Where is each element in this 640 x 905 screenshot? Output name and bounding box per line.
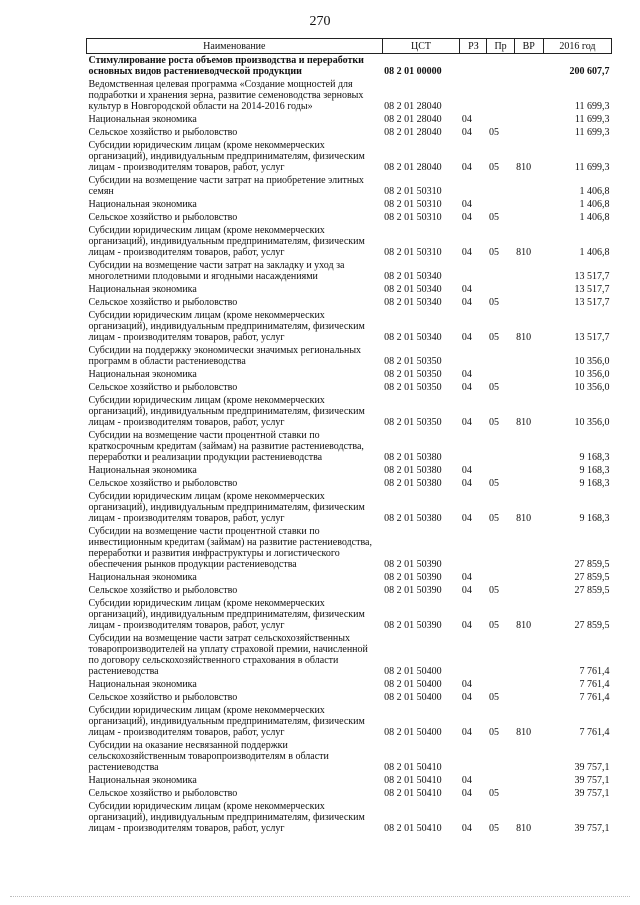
cell-name: Национальная экономика [88, 679, 197, 690]
cell-rz [460, 344, 487, 368]
cell-cst: 08 2 01 50350 [384, 369, 442, 380]
cell-name: Субсидии юридическим лицам (кроме некоммерческих организаций), индивидуальным предпринимателям, физическим лицам - производителям товаров, работ, услуг [88, 801, 365, 834]
cell-vr [514, 283, 543, 296]
cell-cst: 08 2 01 50380 [384, 452, 442, 463]
cell-rz: 04 [461, 775, 472, 786]
table-row [87, 800, 612, 835]
cell-cst: 08 2 01 50310 [384, 186, 442, 197]
cell-name: Субсидии юридическим лицам (кроме некоммерческих организаций), индивидуальным предпринимателям, физическим лицам - производителям товаров, работ, услуг [88, 140, 365, 173]
cell-rz: 04 [461, 297, 472, 308]
table-row [87, 113, 612, 126]
cell-rz [460, 174, 487, 198]
cell-cst: 08 2 01 50380 [384, 478, 442, 489]
cell-pr [487, 464, 514, 477]
cell-pr [487, 632, 514, 678]
cell-cst: 08 2 01 50380 [384, 465, 442, 476]
cell-pr [487, 344, 514, 368]
cell-rz [460, 259, 487, 283]
cell-name: Ведомственная целевая программа «Создание мощностей для подработки и хранения зерна, развитие семеноводства зерновых культур в Новгородской области на 2014-2016 годы» [88, 79, 364, 112]
table-row [87, 429, 612, 464]
cell-vr: 810 [516, 162, 532, 173]
cell-vr [514, 571, 543, 584]
cell-sum: 10 356,0 [574, 417, 610, 428]
cell-pr [487, 739, 514, 774]
cell-name: Национальная экономика [88, 369, 197, 380]
table-body [87, 54, 612, 836]
table-row [87, 678, 612, 691]
cell-name: Субсидии юридическим лицам (кроме некоммерческих организаций), индивидуальным предпринимателям, физическим лицам - производителям товаров, работ, услуг [88, 705, 365, 738]
table-row [87, 464, 612, 477]
cell-cst: 08 2 01 50380 [384, 513, 442, 524]
cell-name: Национальная экономика [88, 114, 197, 125]
cell-sum: 11 699,3 [574, 114, 610, 125]
cell-rz: 04 [461, 199, 472, 210]
cell-vr [514, 464, 543, 477]
cell-rz: 04 [461, 114, 472, 125]
cell-sum: 200 607,7 [569, 66, 610, 77]
cell-rz [460, 632, 487, 678]
cell-pr: 05 [488, 417, 499, 428]
cell-rz: 04 [461, 679, 472, 690]
cell-rz: 04 [461, 162, 472, 173]
column-header-pr: Пр [487, 39, 514, 54]
cell-cst: 08 2 01 50390 [384, 620, 442, 631]
cell-pr [487, 368, 514, 381]
cell-cst: 08 2 01 50340 [384, 284, 442, 295]
table-row [87, 174, 612, 198]
cell-cst: 08 2 01 50350 [384, 417, 442, 428]
cell-vr: 810 [516, 513, 532, 524]
cell-sum: 27 859,5 [574, 585, 610, 596]
cell-cst: 08 2 01 50400 [384, 727, 442, 738]
cell-cst: 08 2 01 50340 [384, 332, 442, 343]
cell-cst: 08 2 01 28040 [384, 127, 442, 138]
cell-cst: 08 2 01 50410 [384, 762, 442, 773]
cell-rz: 04 [461, 513, 472, 524]
cell-sum: 10 356,0 [574, 382, 610, 393]
cell-cst: 08 2 01 50310 [384, 199, 442, 210]
cell-name: Субсидии на возмещение части процентной ставки по инвестиционным кредитам (займам) на развитие растениеводства, переработки и развития инфраструктуры и логистического обеспечения рынков продукции растениеводства [88, 526, 372, 570]
cell-vr: 810 [516, 247, 532, 258]
table-row [87, 704, 612, 739]
cell-pr [487, 78, 514, 113]
cell-vr: 810 [516, 620, 532, 631]
cell-vr [514, 477, 543, 490]
cell-name: Субсидии на возмещение части процентной ставки по краткосрочным кредитам (займам) на развитие растениеводства, переработки и реализации продукции растениеводства [88, 430, 364, 463]
cell-rz [460, 739, 487, 774]
cell-vr [514, 678, 543, 691]
cell-name: Субсидии на возмещение части затрат сельскохозяйственных товаропроизводителей на уплату страховой премии, начисленной по договору сельскохозяйственного страхования в области растениеводства [88, 633, 368, 677]
table-row [87, 381, 612, 394]
cell-pr: 05 [488, 332, 499, 343]
cell-sum: 10 356,0 [574, 369, 610, 380]
table-row [87, 54, 612, 79]
cell-name: Национальная экономика [88, 465, 197, 476]
cell-cst: 08 2 01 28040 [384, 162, 442, 173]
cell-vr [514, 632, 543, 678]
cell-sum: 7 761,4 [579, 692, 610, 703]
cell-cst: 08 2 01 50340 [384, 297, 442, 308]
cell-vr [514, 344, 543, 368]
cell-rz: 04 [461, 212, 472, 223]
table-row [87, 126, 612, 139]
cell-pr: 05 [488, 620, 499, 631]
table-row [87, 211, 612, 224]
cell-name: Сельское хозяйство и рыболовство [88, 692, 238, 703]
cell-sum: 1 406,8 [579, 212, 610, 223]
cell-name: Сельское хозяйство и рыболовство [88, 788, 238, 799]
cell-sum: 9 168,3 [579, 513, 610, 524]
cell-pr: 05 [488, 162, 499, 173]
cell-vr [514, 368, 543, 381]
cell-name: Субсидии на поддержку экономически значимых региональных программ в области растениеводства [88, 345, 362, 367]
column-header-vr: ВР [514, 39, 543, 54]
cell-vr [514, 774, 543, 787]
cell-name: Субсидии на возмещение части затрат на приобретение элитных семян [88, 175, 364, 197]
cell-sum: 9 168,3 [579, 465, 610, 476]
cell-pr [487, 525, 514, 571]
cell-vr [514, 78, 543, 113]
cell-rz: 04 [461, 465, 472, 476]
cell-name: Сельское хозяйство и рыболовство [88, 585, 238, 596]
cell-rz [460, 429, 487, 464]
cell-sum: 13 517,7 [574, 332, 610, 343]
cell-pr: 05 [488, 727, 499, 738]
cell-pr [487, 571, 514, 584]
table-row [87, 368, 612, 381]
table-row [87, 224, 612, 259]
cell-cst: 08 2 01 50410 [384, 775, 442, 786]
cell-cst: 08 2 01 50350 [384, 382, 442, 393]
cell-sum: 27 859,5 [574, 572, 610, 583]
cell-pr: 05 [488, 788, 499, 799]
cell-vr [514, 54, 543, 79]
cell-vr [514, 787, 543, 800]
table-row [87, 394, 612, 429]
cell-sum: 39 757,1 [574, 775, 610, 786]
cell-name: Субсидии на оказание несвязанной поддержки сельскохозяйственным товаропроизводителям в области растениеводства [88, 740, 329, 773]
table-row [87, 787, 612, 800]
cell-name: Субсидии юридическим лицам (кроме некоммерческих организаций), индивидуальным предпринимателям, физическим лицам - производителям товаров, работ, услуг [88, 395, 365, 428]
cell-cst: 08 2 01 50400 [384, 692, 442, 703]
cell-rz [460, 54, 487, 79]
table-row [87, 296, 612, 309]
cell-pr [487, 429, 514, 464]
cell-name: Субсидии юридическим лицам (кроме некоммерческих организаций), индивидуальным предпринимателям, физическим лицам - производителям товаров, работ, услуг [88, 598, 365, 631]
cell-pr [487, 774, 514, 787]
cell-name: Национальная экономика [88, 572, 197, 583]
cell-sum: 13 517,7 [574, 297, 610, 308]
cell-sum: 27 859,5 [574, 559, 610, 570]
cell-cst: 08 2 01 50390 [384, 572, 442, 583]
cell-pr: 05 [488, 823, 499, 834]
cell-vr [514, 525, 543, 571]
cell-cst: 08 2 01 50310 [384, 212, 442, 223]
cell-pr [487, 113, 514, 126]
cell-vr [514, 691, 543, 704]
table-row [87, 309, 612, 344]
cell-sum: 10 356,0 [574, 356, 610, 367]
cell-name: Субсидии на возмещение части затрат на закладку и уход за многолетними плодовыми и ягодными насаждениями [88, 260, 345, 282]
budget-table [86, 38, 612, 835]
cell-vr [514, 174, 543, 198]
table-row [87, 525, 612, 571]
cell-sum: 11 699,3 [574, 162, 610, 173]
cell-sum: 11 699,3 [574, 101, 610, 112]
cell-pr: 05 [488, 297, 499, 308]
cell-rz: 04 [461, 692, 472, 703]
cell-rz: 04 [461, 478, 472, 489]
cell-rz [460, 525, 487, 571]
column-header-name: Наименование [87, 39, 383, 54]
cell-sum: 9 168,3 [579, 478, 610, 489]
table-row [87, 597, 612, 632]
cell-sum: 1 406,8 [579, 247, 610, 258]
cell-sum: 39 757,1 [574, 823, 610, 834]
cell-vr [514, 126, 543, 139]
cell-cst: 08 2 01 50400 [384, 666, 442, 677]
cell-name: Национальная экономика [88, 284, 197, 295]
cell-pr: 05 [488, 513, 499, 524]
cell-rz: 04 [461, 823, 472, 834]
cell-rz: 04 [461, 572, 472, 583]
table-row [87, 78, 612, 113]
cell-cst: 08 2 01 50340 [384, 271, 442, 282]
cell-name: Национальная экономика [88, 775, 197, 786]
cell-pr [487, 283, 514, 296]
column-header-rz: РЗ [460, 39, 487, 54]
cell-name: Национальная экономика [88, 199, 197, 210]
cell-rz: 04 [461, 788, 472, 799]
table-row [87, 739, 612, 774]
cell-rz: 04 [461, 585, 472, 596]
cell-sum: 7 761,4 [579, 727, 610, 738]
column-header-cst: ЦСТ [382, 39, 460, 54]
cell-name: Субсидии юридическим лицам (кроме некоммерческих организаций), индивидуальным предпринимателям, физическим лицам - производителям товаров, работ, услуг [88, 225, 365, 258]
table-row [87, 632, 612, 678]
table-row [87, 477, 612, 490]
cell-sum: 39 757,1 [574, 788, 610, 799]
cell-sum: 27 859,5 [574, 620, 610, 631]
table-row [87, 259, 612, 283]
cell-name: Субсидии юридическим лицам (кроме некоммерческих организаций), индивидуальным предпринимателям, физическим лицам - производителям товаров, работ, услуг [88, 491, 365, 524]
cell-name: Сельское хозяйство и рыболовство [88, 382, 238, 393]
cell-vr: 810 [516, 417, 532, 428]
cell-pr: 05 [488, 382, 499, 393]
cell-rz: 04 [461, 332, 472, 343]
cell-pr [487, 678, 514, 691]
cell-pr [487, 259, 514, 283]
cell-vr: 810 [516, 823, 532, 834]
table-row [87, 691, 612, 704]
cell-rz: 04 [461, 417, 472, 428]
table-row [87, 571, 612, 584]
table-row [87, 774, 612, 787]
cell-cst: 08 2 01 50410 [384, 788, 442, 799]
cell-cst: 08 2 01 50400 [384, 679, 442, 690]
cell-pr: 05 [488, 692, 499, 703]
table-row [87, 198, 612, 211]
table-row [87, 344, 612, 368]
cell-sum: 7 761,4 [579, 666, 610, 677]
cell-rz [460, 78, 487, 113]
table-row [87, 139, 612, 174]
cell-pr: 05 [488, 247, 499, 258]
cell-name: Стимулирование роста объемов производства и переработки основных видов растениеводческой продукции [88, 55, 364, 77]
cell-vr [514, 296, 543, 309]
cell-vr [514, 113, 543, 126]
cell-vr [514, 198, 543, 211]
table-row [87, 584, 612, 597]
scan-artifact-line [10, 895, 630, 897]
column-header-year: 2016 год [543, 39, 611, 54]
cell-cst: 08 2 01 50390 [384, 559, 442, 570]
cell-rz: 04 [461, 727, 472, 738]
cell-vr [514, 429, 543, 464]
cell-pr: 05 [488, 127, 499, 138]
cell-sum: 39 757,1 [574, 762, 610, 773]
cell-name: Сельское хозяйство и рыболовство [88, 212, 238, 223]
cell-pr [487, 54, 514, 79]
table-header-row [87, 39, 612, 54]
cell-pr: 05 [488, 478, 499, 489]
cell-name: Сельское хозяйство и рыболовство [88, 478, 238, 489]
cell-pr: 05 [488, 585, 499, 596]
cell-pr: 05 [488, 212, 499, 223]
cell-pr [487, 174, 514, 198]
cell-rz: 04 [461, 284, 472, 295]
cell-cst: 08 2 01 50410 [384, 823, 442, 834]
cell-sum: 11 699,3 [574, 127, 610, 138]
cell-vr: 810 [516, 332, 532, 343]
cell-name: Субсидии юридическим лицам (кроме некоммерческих организаций), индивидуальным предпринимателям, физическим лицам - производителям товаров, работ, услуг [88, 310, 365, 343]
cell-cst: 08 2 01 00000 [384, 66, 442, 77]
cell-name: Сельское хозяйство и рыболовство [88, 297, 238, 308]
cell-cst: 08 2 01 50310 [384, 247, 442, 258]
cell-rz: 04 [461, 127, 472, 138]
cell-vr [514, 211, 543, 224]
cell-sum: 9 168,3 [579, 452, 610, 463]
page-number: 270 [309, 14, 331, 29]
cell-sum: 13 517,7 [574, 271, 610, 282]
cell-vr [514, 739, 543, 774]
cell-sum: 1 406,8 [579, 186, 610, 197]
cell-pr [487, 198, 514, 211]
cell-rz: 04 [461, 369, 472, 380]
cell-rz: 04 [461, 247, 472, 258]
cell-sum: 1 406,8 [579, 199, 610, 210]
cell-vr: 810 [516, 727, 532, 738]
table-row [87, 283, 612, 296]
cell-cst: 08 2 01 28040 [384, 114, 442, 125]
cell-vr [514, 259, 543, 283]
table-row [87, 490, 612, 525]
cell-vr [514, 584, 543, 597]
cell-cst: 08 2 01 50390 [384, 585, 442, 596]
cell-name: Сельское хозяйство и рыболовство [88, 127, 238, 138]
cell-vr [514, 381, 543, 394]
cell-sum: 7 761,4 [579, 679, 610, 690]
cell-cst: 08 2 01 50350 [384, 356, 442, 367]
cell-rz: 04 [461, 382, 472, 393]
cell-sum: 13 517,7 [574, 284, 610, 295]
cell-rz: 04 [461, 620, 472, 631]
cell-cst: 08 2 01 28040 [384, 101, 442, 112]
